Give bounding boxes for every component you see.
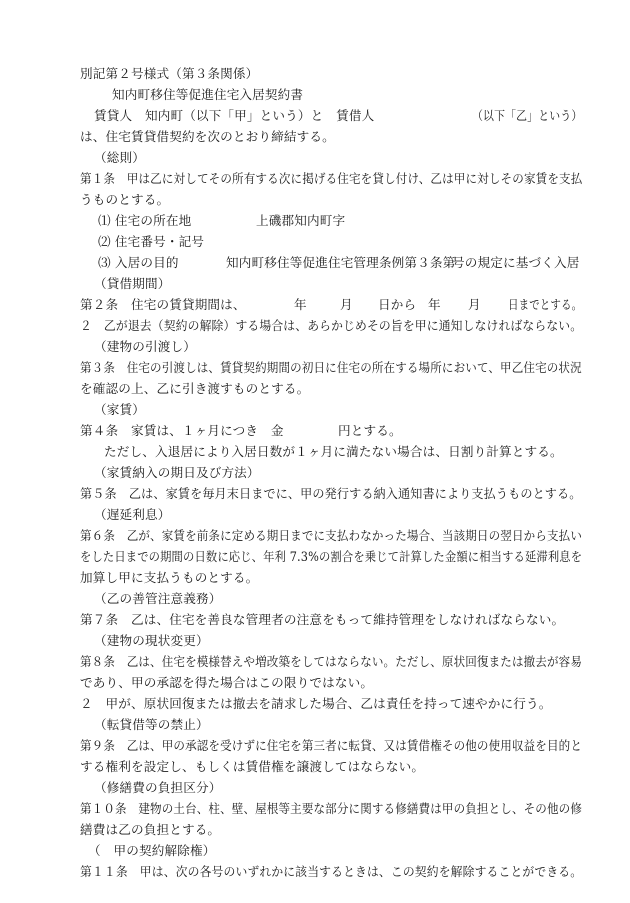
article-5: 第５条 乙は、家賃を毎月末日までに、甲の発行する納入通知書により支払うものとする。	[80, 486, 582, 501]
article-2-year-2: 年	[428, 297, 441, 312]
article-10-line-2: 繕費は乙の負担とする。	[80, 822, 221, 837]
document-title: 知内町移住等促進住宅入居契約書	[112, 87, 304, 102]
article-6-line-2: をした日までの期間の日数に応じ、年利 7.3%の割合を乗じて計算した金額に相当する延滞利息を	[80, 549, 583, 564]
intro-line-1b: （以下「乙」という）	[472, 108, 583, 123]
heading-lease-period: （貸借期間）	[94, 276, 171, 291]
article-8-line-1: 第８条 乙は、住宅を模様替えや増改築をしてはならない。ただし、原状回復または撤去が容易	[80, 654, 583, 669]
heading-payment: （家賃納入の期日及び方法）	[94, 465, 260, 480]
intro-line-1a: 賃貸人 知内町（以下「甲」という）と 賃借人	[94, 108, 375, 123]
article-6-line-1: 第６条 乙が、家賃を前条に定める期日までに支払わなかった場合、当該期日の翌日から支払い	[80, 528, 583, 543]
article-4-paragraph-2: ただし、入退居により入居日数が１ヶ月に満たない場合は、日割り計算とする。	[104, 444, 563, 459]
article-4-lead: 第４条 家賃は、１ヶ月につき 金	[80, 423, 284, 438]
article-2-day-2: 日までとする。	[508, 297, 583, 312]
heading-care-duty: （乙の善管注意義務）	[94, 591, 222, 606]
article-8-line-2: であり、甲の承認を得た場合はこの限りではない。	[80, 675, 374, 690]
article-10-line-1: 第１０条 建物の土台、柱、壁、屋根等主要な部分に関する修繕費は甲の負担とし、その他の修	[80, 801, 583, 816]
article-9-line-1: 第９条 乙は、甲の承認を受けずに住宅を第三者に転貸、又は賃借権その他の使用収益を目的と	[80, 738, 583, 753]
article-6-line-3: 加算し甲に支払うものとする。	[80, 570, 259, 585]
item-1-value: 上磯郡知内町字	[256, 213, 346, 228]
article-4-tail: 円とする。	[338, 423, 402, 438]
article-2-month-1: 月	[340, 297, 353, 312]
heading-alteration: （建物の現状変更）	[94, 633, 209, 648]
intro-line-2: は、住宅賃貸借契約を次のとおり締結する。	[80, 129, 335, 144]
heading-repair-costs: （修繕費の負担区分）	[94, 780, 222, 795]
item-3-value-a: 知内町移住等促進住宅管理条例第３条第	[226, 255, 456, 270]
article-2-lead: 第２条 住宅の賃貸期間は、	[80, 297, 246, 312]
item-3-value-b: 号の規定に基づく入居	[452, 255, 580, 270]
article-2-year-1: 年	[294, 297, 307, 312]
article-9-line-2: する権利を設定し、もしくは賃借権を譲渡してはならない。	[80, 759, 425, 774]
heading-sublease: （転貸借等の禁止）	[94, 717, 209, 732]
article-2-day-1: 日から	[378, 297, 417, 312]
article-2-paragraph-2: ２ 乙が退去（契約の解除）する場合は、あらかじめその旨を甲に通知しなければならない。	[80, 318, 583, 333]
heading-general: （総則）	[94, 150, 145, 165]
form-label: 別記第２号様式（第３条関係）	[80, 66, 259, 81]
article-11: 第１１条 甲は、次の各号のいずれかに該当するときは、この契約を解除することができる。	[80, 864, 583, 879]
item-2-label: ⑵ 住宅番号・記号	[98, 234, 205, 249]
article-2-month-2: 月	[468, 297, 481, 312]
article-7: 第７条 乙は、住宅を善良な管理者の注意をもって維持管理をしなければならない。	[80, 612, 565, 627]
article-1-line-1: 第１条 甲は乙に対してその所有する次に掲げる住宅を貸し付け、乙は甲に対しその家賃を支払	[80, 171, 583, 186]
article-1-line-2: うものとする。	[80, 192, 170, 207]
article-8-paragraph-2: ２ 甲が、原状回復または撤去を請求した場合、乙は責任を持って速やかに行う。	[80, 696, 552, 711]
article-3-line-1: 第３条 住宅の引渡しは、賃貸契約期間の初日に住宅の所在する場所において、甲乙住宅の状況	[80, 360, 582, 375]
item-3-label: ⑶ 入居の目的	[98, 255, 179, 270]
heading-handover: （建物の引渡し）	[94, 339, 196, 354]
heading-rent: （家賃）	[94, 402, 145, 417]
article-3-line-2: を確認の上、乙に引き渡すものとする。	[80, 381, 310, 396]
heading-late-interest: （遅延利息）	[94, 507, 171, 522]
heading-termination: （ 甲の契約解除権）	[88, 843, 216, 858]
item-1-label: ⑴ 住宅の所在地	[98, 213, 192, 228]
